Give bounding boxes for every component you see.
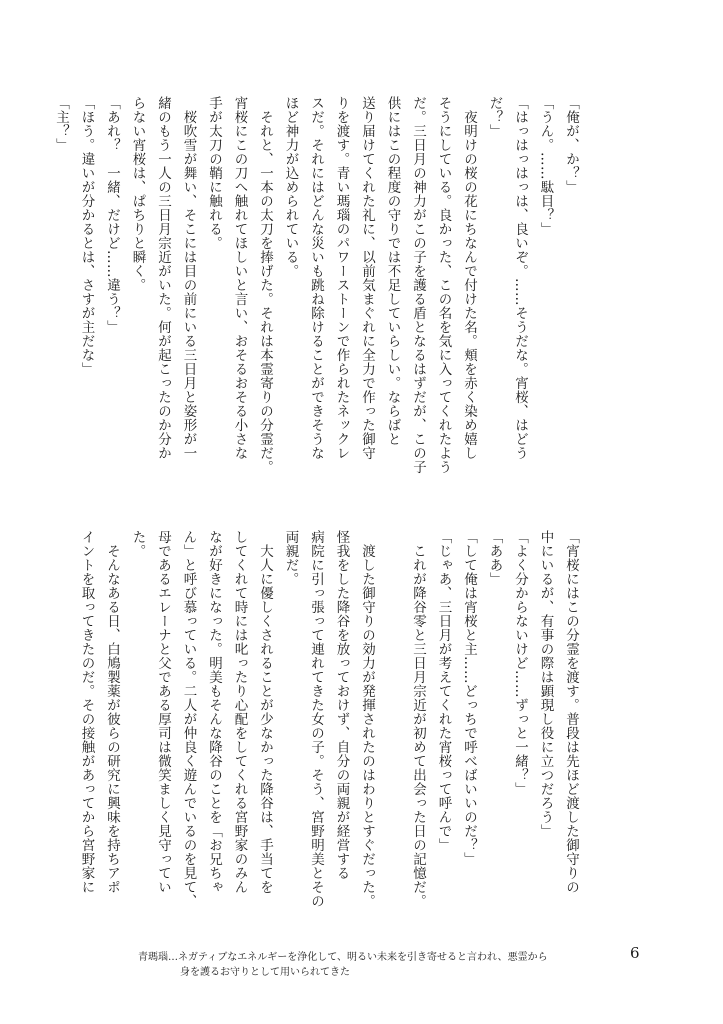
text-line: 「主？」 bbox=[53, 96, 69, 152]
text-line: そうにしている。良かった、この名を気に入ってくれたよう bbox=[435, 96, 452, 474]
text-line: 「はっはっはっは、良いぞ。……そうだな。宵桜、はどう bbox=[512, 96, 528, 460]
text-line: スだ。それにはどんな災いも跳ね除けることができそうな bbox=[308, 96, 324, 460]
text-line: そんなある日、白鳩製薬が彼らの研究に興味を持ちアポ bbox=[104, 530, 120, 894]
text-line: 大人に優しくされることが少なかった降谷は、手当てを bbox=[257, 530, 273, 894]
page-number: 6 bbox=[630, 944, 640, 962]
text-line: 「よく分からないけど……ずっと一緒？」 bbox=[512, 530, 528, 796]
text-line: りを渡す。青い瑪瑙のパワーストーンで作られたネックレ bbox=[333, 96, 350, 460]
text-line: らない宵桜は、ぱちりと瞬く。 bbox=[129, 96, 146, 292]
text-line: 桜吹雪が舞い、そこには目の前にいる三日月と姿形が一 bbox=[180, 96, 197, 460]
text-line: 両親だ。 bbox=[282, 530, 299, 586]
text-line: 「ほう。違いが分かるとは、さすが主だな」 bbox=[78, 96, 95, 376]
text-line: 送り届けてくれた礼に、以前気まぐれに全力で作った御守 bbox=[359, 96, 375, 460]
text-line: 渡した御守りの効力が発揮されたのはわりとすぐだった。 bbox=[359, 530, 375, 908]
footnote bbox=[138, 950, 548, 980]
text-line: 「じゃあ、三日月が考えてくれた宵桜って呼んで」 bbox=[435, 530, 452, 852]
text-line: 「俺が、か？」 bbox=[563, 96, 579, 194]
text-line: それと、一本の太刀を捧げた。それは本霊寄りの分霊だ。 bbox=[257, 96, 273, 474]
text-line: ん」と呼び慕っている。二人が仲良く遊んでいるのを見て、 bbox=[180, 530, 197, 908]
text-line: 「うん。……駄目？」 bbox=[537, 96, 554, 236]
text-line: してくれて時には叱ったり心配をしてくれる宮野家のみん bbox=[231, 530, 248, 894]
text-line: なが好きになった。明美もそんな降谷のことを「お兄ちゃ bbox=[206, 530, 222, 894]
text-line bbox=[379, 530, 405, 928]
text-line: 手が太刀の鞘に触れる。 bbox=[206, 96, 222, 250]
text-line: 宵桜にこの刀へ触れてほしいと言い、おそるおそる小さな bbox=[231, 96, 248, 460]
text-line: 病院に引っ張って連れてきた女の子。そう、宮野明美とその bbox=[308, 530, 324, 908]
text-line: 中にいるが、有事の際は顕現し役に立つだろう」 bbox=[537, 530, 554, 838]
text-line: イントを取ってきたのだ。その接触があってから宮野家に bbox=[78, 530, 95, 894]
text-line: た。 bbox=[129, 530, 146, 558]
upper-text-block bbox=[48, 96, 584, 501]
text-line: 「あれ？ 一緒、だけど……違う？」 bbox=[104, 96, 120, 334]
text-line: だ？」 bbox=[486, 96, 503, 138]
lower-text-block bbox=[73, 530, 583, 928]
text-line: 緒のもう一人の三日月宗近がいた。何が起こったのか分か bbox=[155, 96, 171, 460]
text-line: 「ああ」 bbox=[486, 530, 503, 586]
footnote-line-1: 青瑪瑙…ネガティブなエネルギーを浄化して、明るい未来を引き寄せると言われ、悪霊から bbox=[138, 952, 548, 963]
text-line: だ。三日月の神力がこの子を護る盾となるはずだが、この子 bbox=[410, 96, 426, 474]
footnote-line-2: 身を護るお守りとして用いられてきた bbox=[180, 967, 350, 978]
text-line: 「宵桜にはこの分霊を渡す。普段は先ほど渡した御守りの bbox=[563, 530, 579, 894]
text-line: 「して俺は宵桜と主……どっちで呼べばいいのだ？」 bbox=[461, 530, 477, 866]
text-line: ほど神力が込められている。 bbox=[282, 96, 299, 278]
text-line: これが降谷零と三日月宗近が初めて出会った日の記憶だ。 bbox=[410, 530, 426, 908]
text-line: 夜明けの桜の花にちなんで付けた名。頬を赤く染め嬉し bbox=[461, 96, 477, 460]
text-line: 母であるエレーナと父である厚司は微笑ましく見守ってい bbox=[155, 530, 171, 894]
text-line: 供にはこの程度の守りでは不足していらしい。ならばと bbox=[384, 96, 401, 446]
text-line: 怪我をした降谷を放っておけず、自分の両親が経営する bbox=[333, 530, 350, 880]
